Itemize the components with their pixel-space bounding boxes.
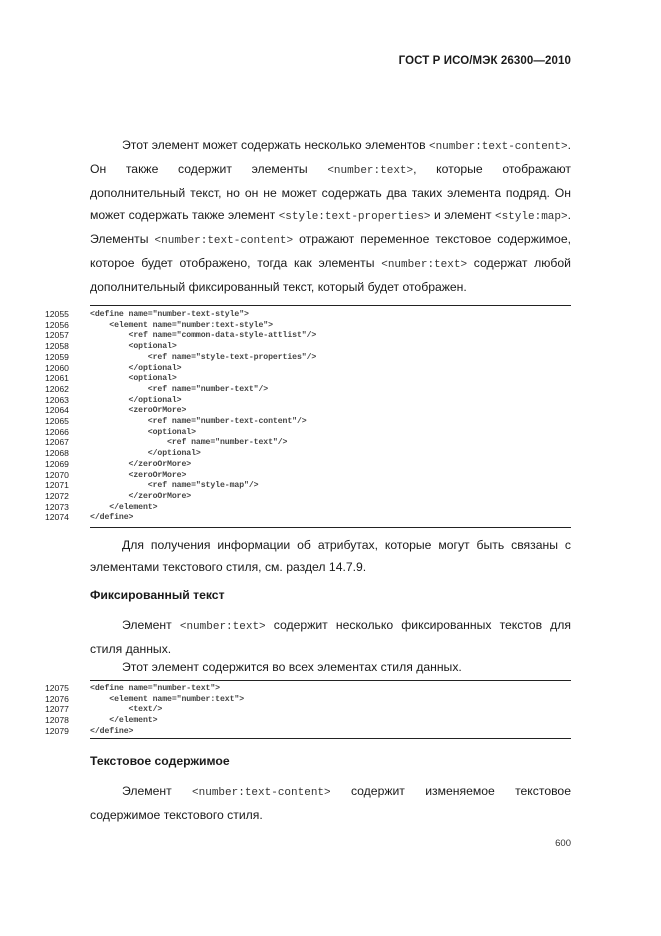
- line-number: 12072: [45, 490, 69, 501]
- intro-code-5: <number:text-content>: [154, 235, 294, 247]
- intro-text-6: отражают переменное текстовое содержимое, которое будет отображено, тогда как элементы: [90, 232, 571, 270]
- code-text: <optional>: [90, 427, 196, 437]
- code-rule-bottom: [90, 738, 571, 739]
- code-text: </optional>: [90, 395, 182, 405]
- standard-header: ГОСТ Р ИСО/МЭК 26300—2010: [398, 55, 571, 67]
- text-content-b: содержит изменяемое текстовое содержимое текстового стиля.: [90, 784, 571, 822]
- code-text: </element>: [90, 716, 158, 726]
- code-line: [45, 320, 571, 331]
- code-line: [45, 341, 571, 352]
- line-number: 12079: [45, 725, 69, 736]
- code-listing-number-text: [45, 680, 571, 740]
- line-number: 12075: [45, 683, 69, 693]
- code-line: [45, 459, 571, 470]
- code-text: <define name="number-text">: [90, 684, 220, 693]
- line-number: 12059: [45, 351, 69, 362]
- code-text: <element name="number:text-style">: [90, 320, 273, 330]
- page-number: 600: [555, 838, 571, 849]
- code-text: <optional>: [90, 374, 177, 384]
- code-text: </optional>: [90, 363, 182, 373]
- code-line: [45, 715, 571, 726]
- intro-code-1: <number:text-content>: [428, 141, 568, 153]
- code-listing-number-text-style: [45, 305, 571, 530]
- code-line: [45, 405, 571, 416]
- code-line: [45, 363, 571, 374]
- line-number: 12062: [45, 383, 69, 394]
- code-line: [45, 502, 571, 513]
- code-text: <ref name="number-text-content"/>: [90, 417, 307, 426]
- code-line: [45, 480, 571, 491]
- code-text: <zeroOrMore>: [90, 406, 187, 416]
- line-number: 12065: [45, 416, 69, 426]
- text-content-code: <number:text-content>: [192, 787, 331, 799]
- code-rule-top: [90, 305, 571, 306]
- code-line: [45, 330, 571, 341]
- fixed-text-paragraph: [90, 614, 571, 660]
- intro-text-1: Этот элемент может содержать несколько элементов: [122, 138, 429, 152]
- code-text: <ref name="number-text"/>: [90, 438, 288, 448]
- intro-text-4: и элемент: [430, 208, 495, 222]
- line-number: 12070: [45, 469, 69, 480]
- line-number: 12071: [45, 480, 69, 491]
- code-text: </element>: [90, 502, 158, 512]
- line-number: 12067: [45, 437, 69, 448]
- intro-code-6: <number:text>: [381, 259, 468, 271]
- code-line: [45, 512, 571, 523]
- fixed-text-b: содержит несколько фиксированных текстов для стиля данных.: [90, 618, 571, 656]
- intro-code-2: <number:text>: [327, 165, 414, 177]
- code-line: [45, 683, 571, 694]
- code-line: [45, 373, 571, 384]
- text-content-paragraph: [90, 780, 571, 826]
- code-line: [45, 470, 571, 481]
- code-line: [45, 726, 571, 737]
- line-number: 12068: [45, 448, 69, 459]
- code-text: <zeroOrMore>: [90, 470, 187, 480]
- code-text: <ref name="style-text-properties"/>: [90, 352, 317, 362]
- line-number: 12066: [45, 426, 69, 437]
- line-number: 12073: [45, 501, 69, 512]
- line-number: 12058: [45, 341, 69, 352]
- fixed-text-containment-paragraph: Этот элемент содержится во всех элементах стиля данных.: [122, 660, 462, 674]
- intro-code-3: <style:text-properties>: [278, 211, 431, 223]
- text-content-a: Элемент: [122, 784, 193, 798]
- code-text: <element name="number:text">: [90, 694, 245, 704]
- code-text: </define>: [90, 726, 134, 736]
- code-line: [45, 427, 571, 438]
- code-line: [45, 491, 571, 502]
- attributes-reference-paragraph: Для получения информации об атрибутах, которые могут быть связаны с элементами текстового стиля, см. раздел 14.7.9.: [90, 538, 571, 574]
- code-rule-top: [90, 680, 571, 681]
- code-text: <optional>: [90, 342, 177, 352]
- code-line: [45, 309, 571, 320]
- intro-paragraph: [90, 134, 571, 298]
- code-line: [45, 395, 571, 406]
- code-text: <ref name="number-text"/>: [90, 384, 269, 394]
- code-line: [45, 694, 571, 705]
- intro-text-7: содержат любой дополнительный фиксированный текст, который будет отображен.: [90, 256, 571, 294]
- code-text: <ref name="style-map"/>: [90, 481, 259, 491]
- code-line: [45, 704, 571, 715]
- code-text: <define name="number-text-style">: [90, 310, 249, 319]
- line-number: 12060: [45, 362, 69, 373]
- line-number: 12055: [45, 309, 69, 319]
- line-number: 12063: [45, 394, 69, 405]
- line-number: 12076: [45, 693, 69, 704]
- code-text: </zeroOrMore>: [90, 459, 192, 469]
- code-line: [45, 352, 571, 363]
- code-text: <ref name="common-data-style-attlist"/>: [90, 331, 317, 341]
- code-text: </optional>: [90, 449, 201, 459]
- code-line: [45, 437, 571, 448]
- code-text: <text/>: [90, 705, 163, 715]
- code-rule-bottom: [90, 527, 571, 528]
- line-number: 12064: [45, 405, 69, 416]
- line-number: 12057: [45, 330, 69, 341]
- intro-text-2: . Он также содержит элементы: [90, 138, 571, 176]
- intro-code-4: <style:map>: [494, 211, 568, 223]
- section-title-text-content: Текстовое содержимое: [90, 754, 230, 768]
- line-number: 12074: [45, 512, 69, 523]
- fixed-text-a: Элемент: [122, 618, 180, 632]
- intro-text-5: . Элементы: [90, 208, 571, 246]
- code-line: [45, 448, 571, 459]
- code-line: [45, 384, 571, 395]
- code-text: </zeroOrMore>: [90, 491, 192, 501]
- line-number: 12069: [45, 458, 69, 469]
- fixed-text-code: <number:text>: [179, 621, 266, 633]
- section-title-fixed-text: Фиксированный текст: [90, 588, 225, 602]
- code-text: </define>: [90, 513, 134, 523]
- line-number: 12061: [45, 373, 69, 384]
- line-number: 12077: [45, 704, 69, 715]
- line-number: 12056: [45, 319, 69, 330]
- line-number: 12078: [45, 715, 69, 726]
- intro-text-3: , которые отображают дополнительный текст, но он не может содержать два таких элемента подряд. Он может содержать также элемент: [90, 162, 571, 222]
- code-line: [45, 416, 571, 427]
